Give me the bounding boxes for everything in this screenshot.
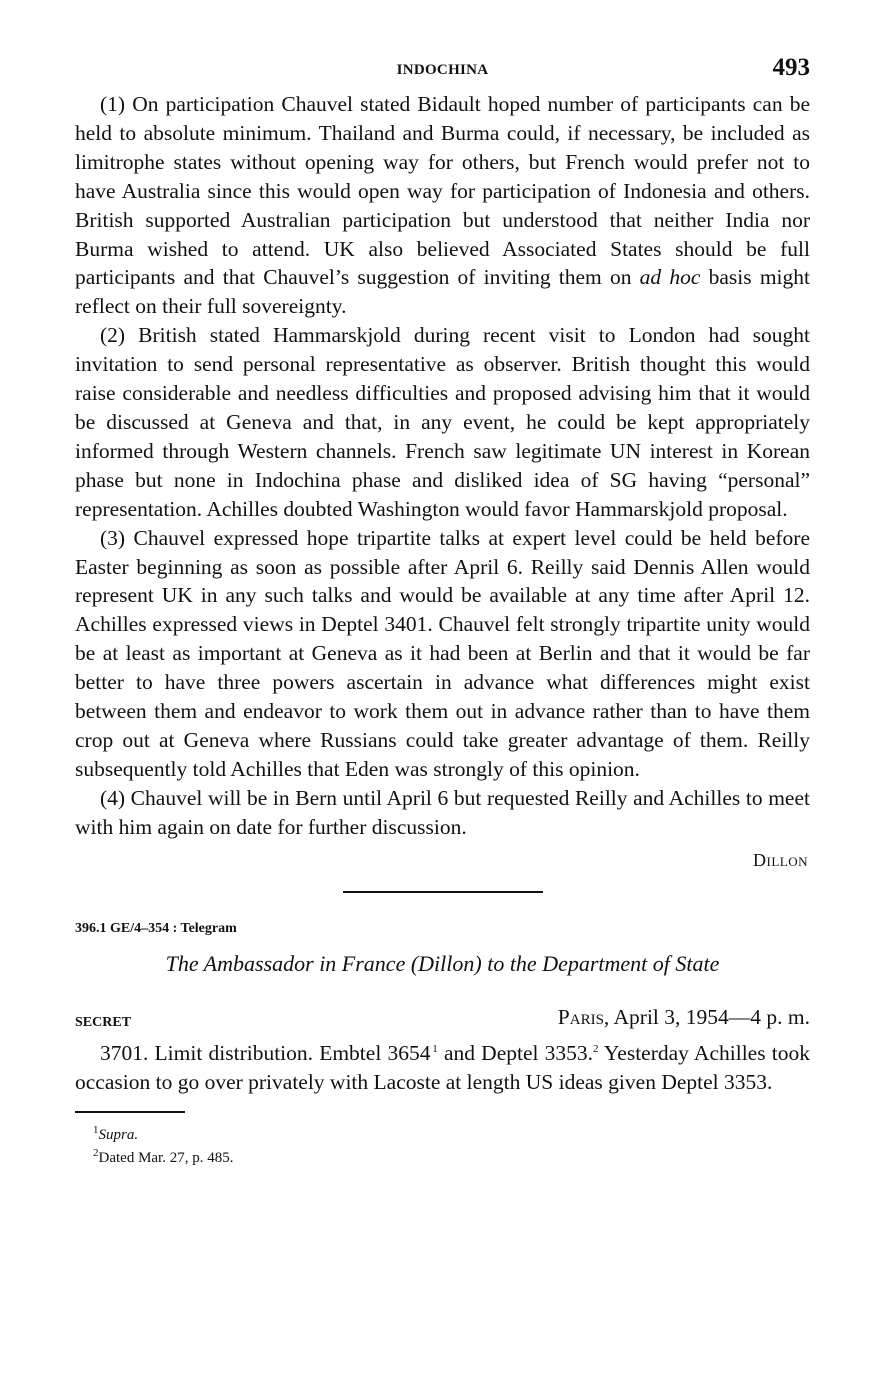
footnote-2	[93, 1144, 810, 1167]
telegram-body-text-2: and Deptel 3353.	[437, 1040, 594, 1065]
telegram-body-text-1: 3701. Limit distribution. Embtel 3654	[100, 1040, 431, 1065]
page-header	[75, 52, 810, 90]
telegram-body-text-3: Yesterday Achilles took occasion to go over privately with Lacoste at length US ideas given Deptel 3353.	[75, 1040, 810, 1094]
footnote-mark-2: 2	[93, 1146, 99, 1159]
telegram-body	[75, 1035, 810, 1097]
classification-label: SECRET	[75, 1014, 132, 1030]
place: Paris,	[557, 1004, 610, 1029]
dateline	[75, 1005, 810, 1035]
paragraph-3: (3) Chauvel expressed hope tripartite talks at expert level could be held before Easter beginning as soon as possible after April 6. Reilly said Dennis Allen would represent UK in any such talks and would be available at any time after April 12. Achilles expressed views in Deptel 3401. Chauvel felt strongly tripartite unity would be at least as important at Geneva as it had been at Berlin and that it would be far better to have three powers ascertain in advance what differences might exist between them and endeavor to work them out in advance rather than to have them crop out at Geneva where Russians could take greater advantage of them. Reilly subsequently told Achilles that Eden was strongly of this opinion.	[75, 525, 810, 781]
paragraph-4: (4) Chauvel will be in Bern until April 6 but requested Reilly and Achilles to meet with him again on date for further discussion.	[75, 785, 810, 839]
paragraph-1-italic: ad hoc	[639, 265, 701, 290]
section-divider	[343, 891, 543, 893]
footnote-1	[93, 1121, 810, 1144]
footnote-text-2: Dated Mar. 27, p. 485.	[98, 1149, 234, 1166]
document-title: The Ambassador in France (Dillon) to the Department of State	[165, 950, 720, 976]
page-number: 493	[772, 54, 810, 81]
footnote-text-1: Supra.	[98, 1126, 139, 1143]
footnote-ref-1: 1	[432, 1042, 438, 1055]
paragraph-2: (2) British stated Hammarskjold during recent visit to London had sought invitation to send personal representative as observer. British thought this would raise considerable and needless difficulties and proposed advising him that it would be discussed at Geneva and that, in any event, he could be kept appropriately informed through Western channels. French saw legitimate UN interest in Korean phase but none in Indochina phase and disliked idea of SG having “personal” representation. Achilles doubted Washington would favor Hammarskjold proposal.	[75, 323, 810, 521]
file-reference: 396.1 GE/4–354 : Telegram	[75, 920, 237, 936]
signature: Dillon	[753, 849, 808, 870]
place-date	[558, 1005, 810, 1030]
date: April 3, 1954—4 p. m.	[613, 1004, 810, 1029]
paragraph-1-text: (1) On participation Chauvel stated Bidault hoped number of participants can be held to absolute minimum. Thailand and Burma could, if necessary, be included as limitrophe states without opening way for others, but French would prefer not to have Australia since this would open way for participation of Indonesia and others. British supported Australian participation but understood that neither India nor Burma wished to attend. UK also believed Associated States should be full participants and that Chauvel’s suggestion of inviting them on	[75, 92, 810, 290]
footnote-divider	[75, 1111, 185, 1113]
paragraph-1	[75, 90, 810, 321]
running-head: INDOCHINA	[396, 62, 489, 78]
paragraph-1-text-end: basis might reflect on their full sovereignty.	[75, 265, 810, 319]
document-page	[75, 52, 810, 1167]
footnote-ref-2: 2	[593, 1042, 599, 1055]
footnote-mark-1: 1	[93, 1123, 99, 1136]
